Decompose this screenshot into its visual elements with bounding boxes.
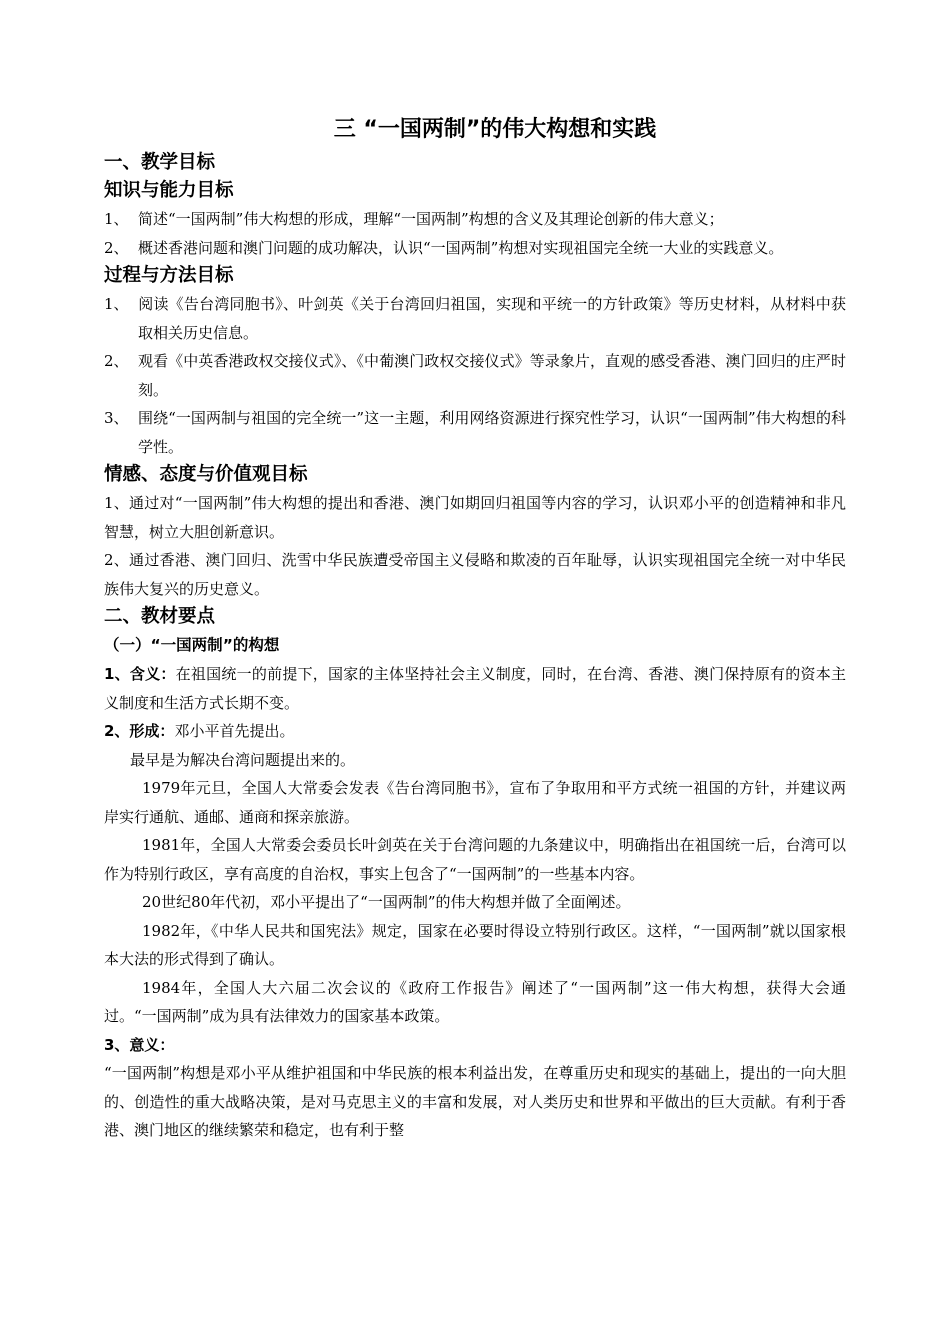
significance-paragraph: “一国两制”构想是邓小平从维护祖国和中华民族的根本利益出发，在尊重历史和现实的基础上，提出的一向大胆的、创造性的重大战略决策，是对马克思主义的丰富和发展，对人类历史和世界和平做出的巨大贡献。有利于香港、澳门地区的继续繁荣和稳定，也有利于整: [104, 1064, 846, 1139]
formation-term: 2、形成：: [104, 722, 175, 740]
list-text: 概述香港问题和澳门问题的成功解决，认识“一国两制”构想对实现祖国完全统一大业的实践意义。: [138, 238, 784, 257]
list-number: 2、: [104, 238, 129, 257]
list-item: [104, 404, 846, 461]
list-number: 1、: [104, 210, 129, 228]
list-text: 围绕“一国两制与祖国的完全统一”这一主题，利用网络资源进行探究性学习，认识“一国两制”伟大构想的科学性。: [138, 409, 846, 456]
significance-heading: [104, 1031, 846, 1060]
document-title: 三 “一国两制”的伟大构想和实践: [333, 117, 657, 142]
formation-paragraph: [104, 717, 846, 746]
subheading-one-country-two-systems: （一）“一国两制”的构想: [104, 636, 280, 654]
history-paragraph: 20世纪80年代初，邓小平提出了“一国两制”的伟大构想并做了全面阐述。: [142, 893, 631, 911]
document-page: [104, 115, 846, 1145]
goal-paragraph: 2、通过香港、澳门回归、洗雪中华民族遭受帝国主义侵略和欺凌的百年耻辱，认识实现祖国完全统一对中华民族伟大复兴的历史意义。: [104, 551, 846, 598]
list-number: 1、: [104, 295, 129, 313]
subheading-knowledge-ability: 知识与能力目标: [104, 180, 234, 201]
history-paragraph: 最早是为解决台湾问题提出来的。: [130, 750, 356, 769]
formation-text: 邓小平首先提出。: [174, 722, 295, 740]
section-heading-key-points: 二、教材要点: [104, 606, 216, 627]
subheading-process-method: 过程与方法目标: [104, 265, 234, 286]
list-item: [104, 290, 846, 347]
subheading-emotion-values: 情感、态度与价值观目标: [104, 464, 308, 485]
list-text: 观看《中英香港政权交接仪式》、《中葡澳门政权交接仪式》等录象片，直观的感受香港、澳门回归的庄严时刻。: [138, 352, 846, 399]
history-paragraph: 1979年元旦，全国人大常委会发表《告台湾同胞书》，宣布了争取用和平方式统一祖国的方针，并建议两岸实行通航、通邮、通商和探亲旅游。: [104, 779, 846, 826]
history-paragraph: 1982年，《中华人民共和国宪法》规定，国家在必要时得设立特别行政区。这样，“一国两制”就以国家根本大法的形式得到了确认。: [104, 921, 846, 968]
goal-paragraph: 1、通过对“一国两制”伟大构想的提出和香港、澳门如期回归祖国等内容的学习，认识邓小平的创造精神和非凡智慧，树立大胆创新意识。: [104, 494, 846, 541]
list-number: 3、: [104, 409, 129, 427]
definition-text: 在祖国统一的前提下，国家的主体坚持社会主义制度，同时，在台湾、香港、澳门保持原有的资本主义制度和生活方式长期不变。: [104, 665, 846, 712]
history-paragraph: 1984年，全国人大六届二次会议的《政府工作报告》阐述了“一国两制”这一伟大构想，获得大会通过。“一国两制”成为具有法律效力的国家基本政策。: [104, 978, 846, 1025]
list-item: [104, 234, 846, 263]
definition-paragraph: [104, 660, 846, 717]
significance-term: 3、意义：: [104, 1035, 175, 1054]
list-text: 阅读《告台湾同胞书》、叶剑英《关于台湾回归祖国，实现和平统一的方针政策》等历史材料，从材料中获取相关历史信息。: [138, 295, 846, 342]
list-item: [104, 205, 846, 234]
history-paragraph: 1981年，全国人大常委会委员长叶剑英在关于台湾问题的九条建议中，明确指出在祖国统一后，台湾可以作为特别行政区，享有高度的自治权，事实上包含了“一国两制”的一些基本内容。: [104, 836, 846, 883]
section-heading-teaching-goals: 一、教学目标: [104, 152, 216, 173]
list-text: 简述“一国两制”伟大构想的形成，理解“一国两制”构想的含义及其理论创新的伟大意义；: [138, 210, 724, 228]
definition-term: 1、含义：: [104, 665, 176, 683]
list-item: [104, 347, 846, 404]
list-number: 2、: [104, 352, 129, 370]
